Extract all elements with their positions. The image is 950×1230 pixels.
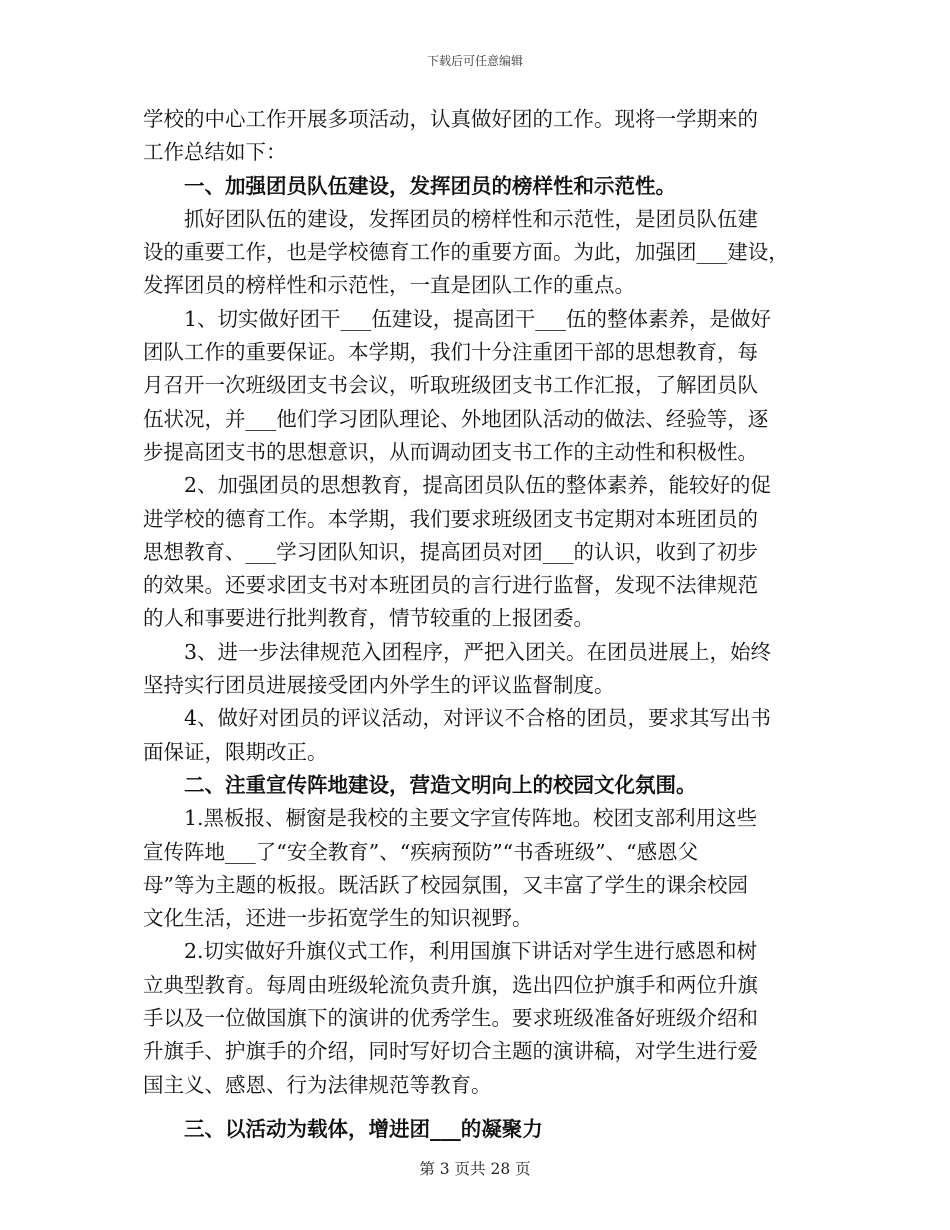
spacer xyxy=(143,1102,815,1113)
text-line: 2、加强团员的思想教育，提高团员队伍的整体素养，能较好的促 xyxy=(184,473,772,498)
text-line: 抓好团队伍的建设，发挥团员的榜样性和示范性，是团员队伍建 xyxy=(184,206,758,231)
paragraph xyxy=(143,103,815,170)
section-heading xyxy=(143,1113,815,1146)
text-line: 文化生活，还进一步拓宽学生的知识视野。 xyxy=(143,906,533,931)
text-line: 1、切实做好团干___伍建设，提高团干___伍的整体素养，是做好 xyxy=(184,306,772,331)
paragraph xyxy=(143,702,815,769)
paragraph xyxy=(143,636,815,703)
text-line: 立典型教育。每周由班级轮流负责升旗，选出四位护旗手和两位升旗 xyxy=(143,972,758,997)
text-line: 发挥团员的榜样性和示范性，一直是团队工作的重点。 xyxy=(143,273,635,298)
text-line: 面保证，限期改正。 xyxy=(143,739,328,764)
text-line: 一、加强团员队伍建设，发挥团员的榜样性和示范性。 xyxy=(184,173,676,198)
page-header: 下载后可任意编辑 xyxy=(426,54,523,68)
text-line: 伍状况，并___他们学习团队理论、外地团队活动的做法、经验等，逐 xyxy=(143,406,769,431)
text-line: 升旗手、护旗手的介绍，同时写好切合主题的演讲稿，对学生进行爱 xyxy=(143,1039,758,1064)
text-line: 学校的中心工作开展多项活动，认真做好团的工作。现将一学期来的 xyxy=(143,107,758,131)
text-line: 2.切实做好升旗仪式工作，利用国旗下讲话对学生进行感恩和树 xyxy=(184,939,758,964)
text-line: 3、进一步法律规范入团程序，严把入团关。在团员进展上，始终 xyxy=(184,639,772,664)
text-line: 的效果。还要求团支书对本班团员的言行进行监督，发现不法律规范 xyxy=(143,573,758,598)
text-line: 二、注重宣传阵地建设，营造文明向上的校园文化氛围。 xyxy=(184,772,697,797)
paragraph xyxy=(143,802,815,935)
text-line: 1.黑板报、橱窗是我校的主要文字宣传阵地。校团支部利用这些 xyxy=(184,806,758,831)
document-body xyxy=(143,103,815,1146)
text-line: 国主义、感恩、行为法律规范等教育。 xyxy=(143,1072,492,1097)
text-line: 三、以活动为载体，增进团___的凝聚力 xyxy=(184,1116,543,1141)
text-line: 设的重要工作，也是学校德育工作的重要方面。为此，加强团___建设， xyxy=(143,240,789,265)
text-line: 宣传阵地___了“安全教育”、“疾病预防”“书香班级”、“感恩父 xyxy=(143,839,699,864)
text-line: 4、做好对团员的评议活动，对评议不合格的团员，要求其写出书 xyxy=(184,706,772,731)
text-line: 母”等为主题的板报。既活跃了校园氛围，又丰富了学生的课余校园 xyxy=(143,872,748,897)
paragraph xyxy=(143,935,815,1101)
text-line: 月召开一次班级团支书会议，听取班级团支书工作汇报，了解团员队 xyxy=(143,373,758,398)
section-heading xyxy=(143,170,815,203)
section-heading xyxy=(143,769,815,802)
text-line: 手以及一位做国旗下的演讲的优秀学生。要求班级准备好班级介绍和 xyxy=(143,1006,758,1031)
text-line: 步提高团支书的思想意识，从而调动团支书工作的主动性和积极性。 xyxy=(143,439,758,464)
text-line: 团队工作的重要保证。本学期，我们十分注重团干部的思想教育，每 xyxy=(143,340,758,365)
page-footer: 第 3 页共 28 页 xyxy=(419,1160,531,1178)
paragraph xyxy=(143,469,815,635)
text-line: 的人和事要进行批判教育，情节较重的上报团委。 xyxy=(143,606,594,631)
text-line: 思想教育、___学习团队知识，提高团员对团___的认识，收到了初步 xyxy=(143,539,758,564)
text-line: 工作总结如下： xyxy=(143,140,287,165)
paragraph xyxy=(143,203,815,303)
text-line: 进学校的德育工作。本学期，我们要求班级团支书定期对本班团员的 xyxy=(143,506,758,531)
text-line: 坚持实行团员进展接受团内外学生的评议监督制度。 xyxy=(143,673,615,698)
paragraph xyxy=(143,303,815,469)
